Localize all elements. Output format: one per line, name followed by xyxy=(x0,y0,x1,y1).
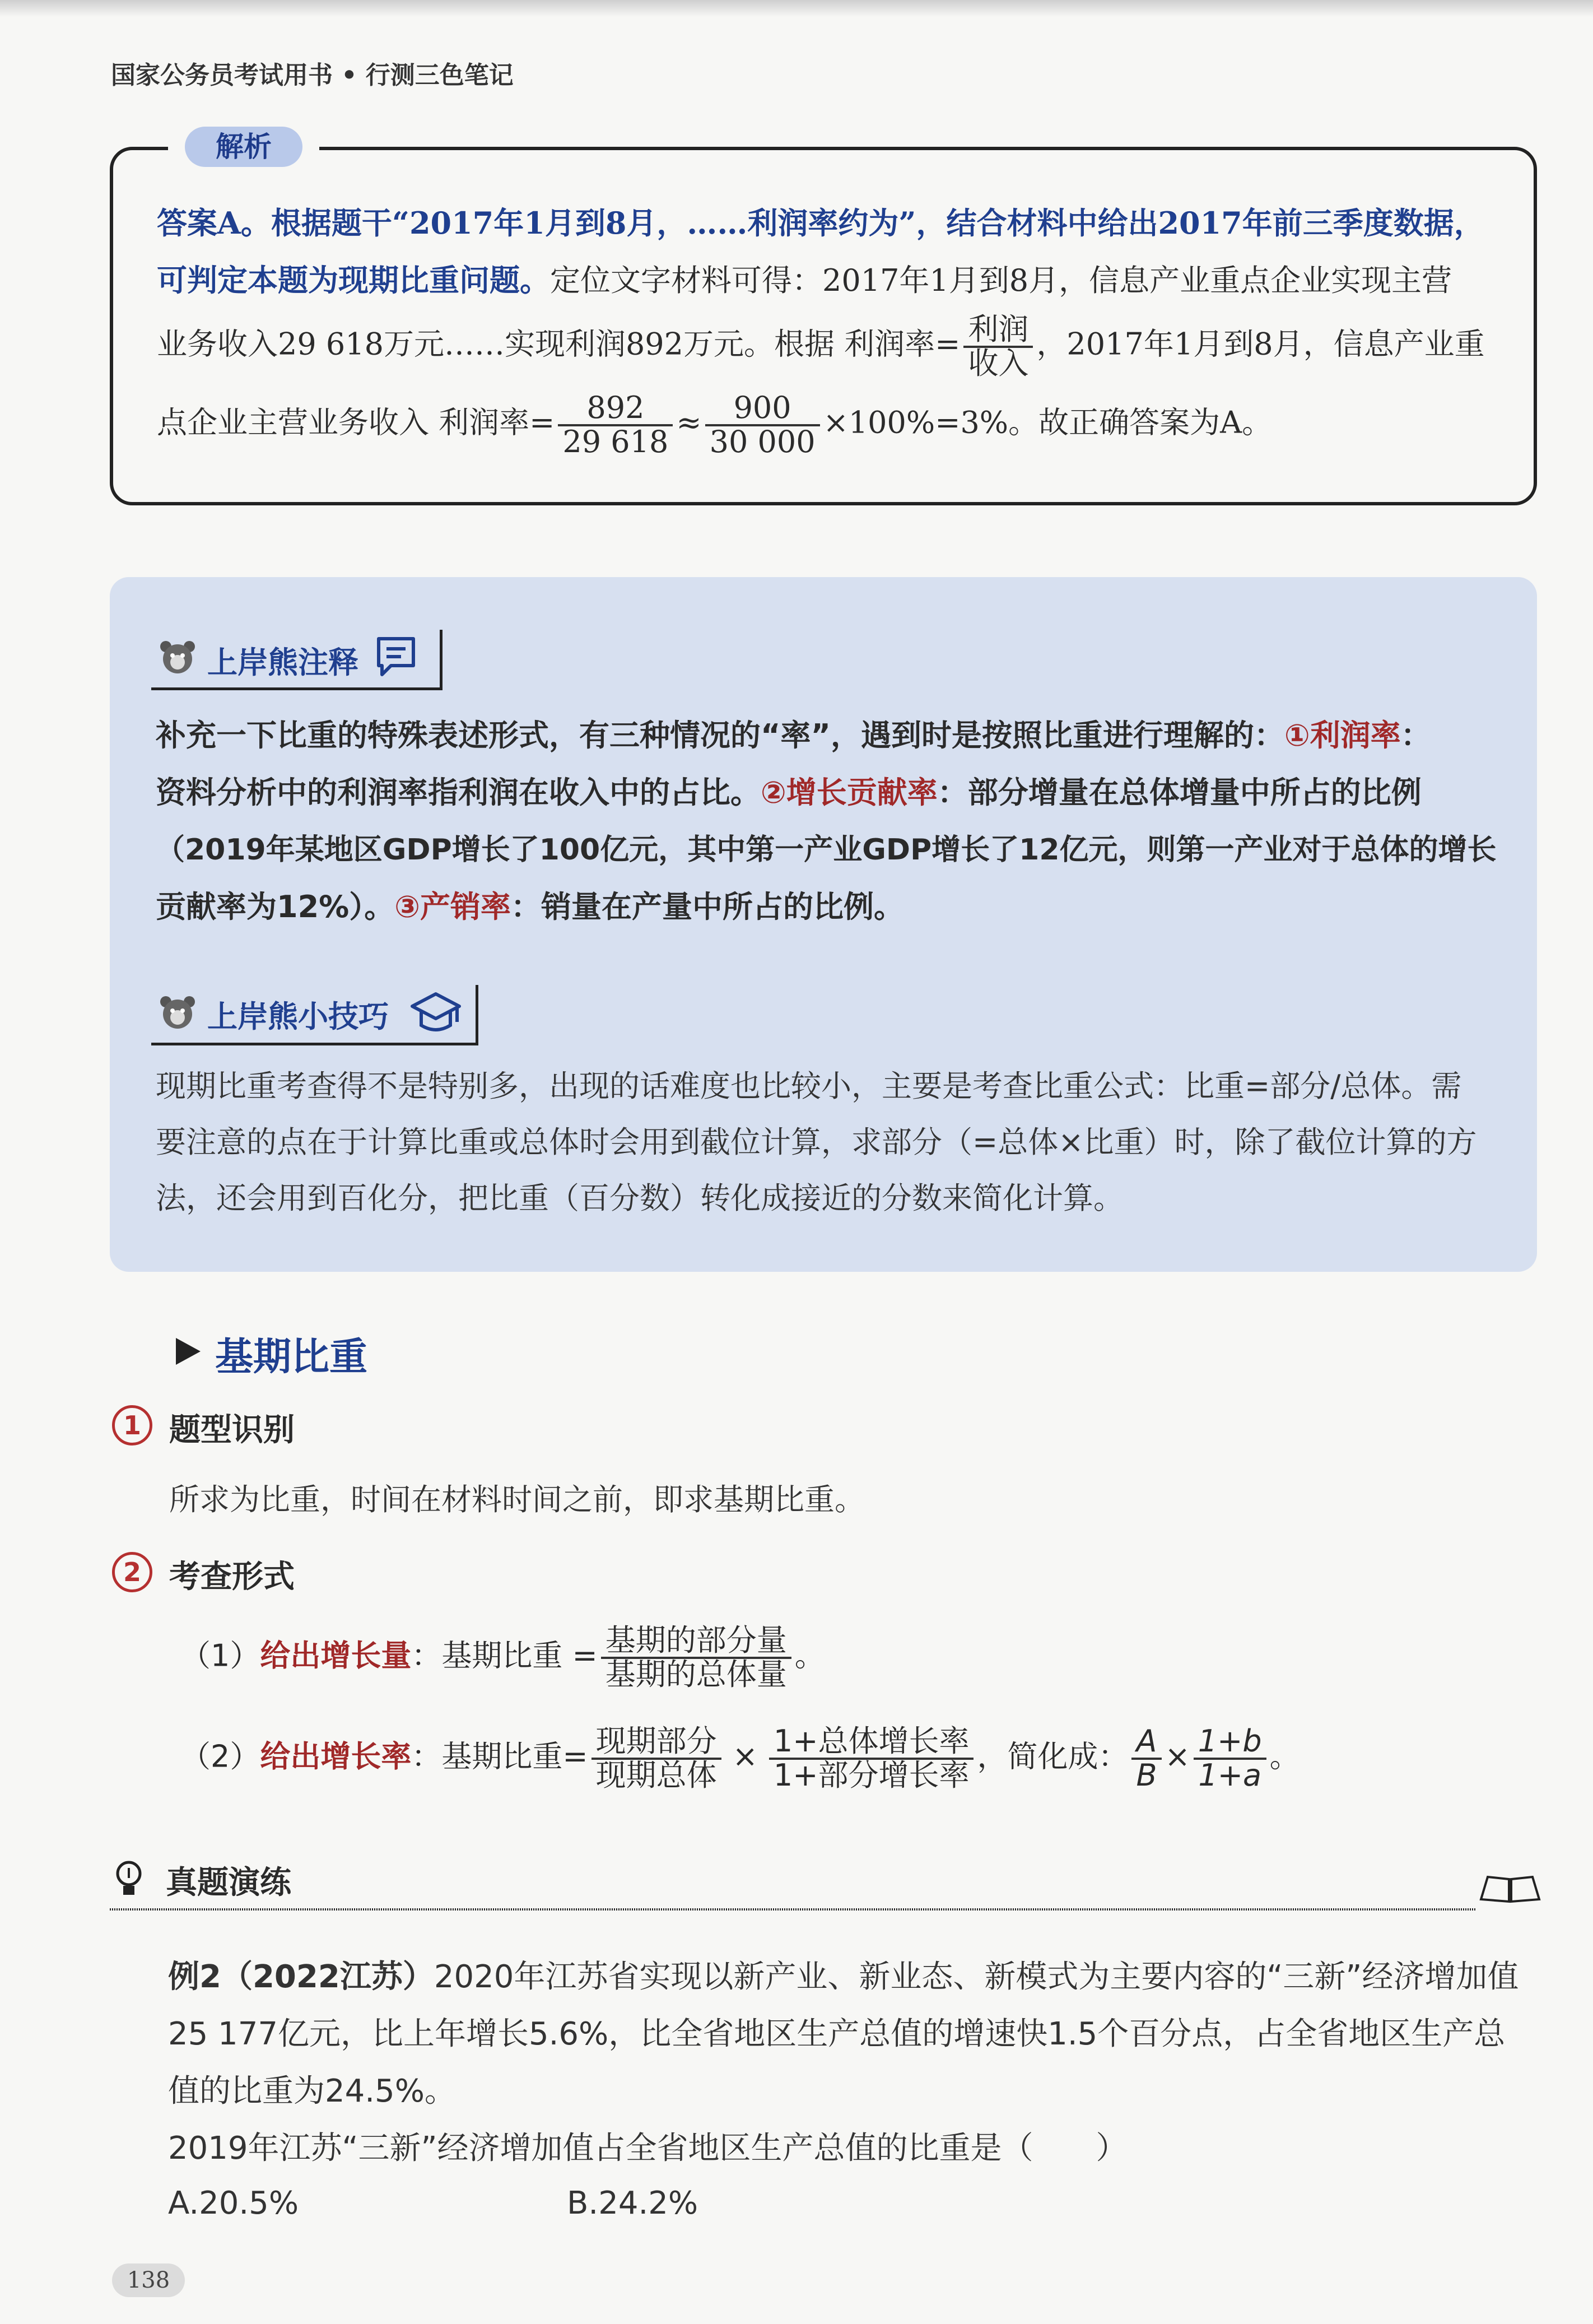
note-term-profit-rate: ①利润率 xyxy=(1284,718,1401,753)
formula-1-condition: 给出增长量 xyxy=(260,1638,412,1674)
circled-number-2: 2 xyxy=(112,1552,152,1592)
note-line-1-a: 补充一下比重的特殊表述形式，有三种情况的“率”，遇到时是按照比重进行理解的： xyxy=(156,718,1284,753)
fraction-numerator: A xyxy=(1131,1726,1161,1760)
note-term-sales-rate: ③产销率 xyxy=(394,889,511,924)
note-line-4-b: ：销量在产量中所占的比例。 xyxy=(511,889,904,924)
comment-icon xyxy=(374,635,419,679)
fraction-denominator: 29 618 xyxy=(562,424,669,459)
fraction-denominator: 基期的总体量 xyxy=(605,1656,787,1692)
fraction-numerator: 基期的部分量 xyxy=(601,1625,791,1659)
formula-1-label: （1） xyxy=(180,1638,260,1674)
option-a: A.20.5% xyxy=(168,2185,299,2221)
open-book-icon xyxy=(1476,1871,1544,1905)
analysis-line-4-b: ×100%=3%。故正确答案为A。 xyxy=(823,405,1273,440)
example-label: 例2（2022江苏） xyxy=(168,1959,434,1995)
type-recognition-text: 所求为比重，时间在材料时间之前，即求基期比重。 xyxy=(169,1482,865,1517)
note-title: 上岸熊注释 xyxy=(207,645,358,680)
example-line-2: 25 177亿元，比上年增长5.6%，比全省地区生产总值的增速快1.5个百分点，占全省地区生产总 xyxy=(168,2016,1506,2052)
formula-2-lhs: ：基期比重= xyxy=(411,1739,588,1774)
fraction-numerator: 利润 xyxy=(963,314,1033,348)
circled-number-1: 1 xyxy=(112,1405,152,1445)
formula-2-simplify: ，简化成： xyxy=(977,1739,1129,1774)
note-line-2 xyxy=(156,769,1422,812)
section-title: 基期比重 xyxy=(215,1335,368,1379)
fraction-denominator: 30 000 xyxy=(709,424,816,459)
fraction-900 xyxy=(705,392,820,458)
profit-rate-fraction xyxy=(963,314,1033,379)
note-line-2-b: ：部分增量在总体增量中所占的比例 xyxy=(937,775,1422,810)
formula-1-end: 。 xyxy=(794,1638,825,1674)
fraction-denominator: 1+部分增长率 xyxy=(773,1757,970,1793)
fraction-numerator: 900 xyxy=(705,392,820,426)
page-number: 138 xyxy=(112,2263,185,2297)
formula-2-fraction-current xyxy=(591,1723,721,1793)
subheading-type-recognition: 题型识别 xyxy=(169,1412,295,1448)
formula-2-label: （2） xyxy=(180,1739,260,1774)
fraction-denominator: 1+a xyxy=(1198,1757,1262,1793)
bear-icon xyxy=(158,993,197,1032)
triangle-bullet-icon xyxy=(174,1336,203,1367)
fraction-numerator: 1+总体增长率 xyxy=(769,1726,974,1760)
running-header: 国家公务员考试用书 • 行测三色笔记 xyxy=(111,61,514,90)
formula-2-fraction-ba xyxy=(1194,1723,1266,1793)
analysis-line-2-rest: 定位文字材料可得：2017年1月到8月，信息产业重点企业实现主营 xyxy=(550,263,1452,298)
approx-sign: ≈ xyxy=(676,405,702,440)
practice-rule xyxy=(110,1893,1537,1912)
times-sign: × xyxy=(732,1739,758,1774)
formula-2-fraction-growth xyxy=(769,1723,974,1793)
fraction-numerator: 1+b xyxy=(1194,1726,1266,1760)
times-sign: × xyxy=(1165,1739,1190,1774)
example-question: 2019年江苏“三新”经济增加值占全省地区生产总值的比重是（ ） xyxy=(168,2130,1128,2167)
formula-2-fraction-ab xyxy=(1131,1723,1161,1793)
formula-2-condition: 给出增长率 xyxy=(260,1739,412,1774)
subheading-exam-form: 考查形式 xyxy=(169,1559,295,1595)
tip-line-1: 现期比重考查得不是特别多，出现的话难度也比较小，主要是考查比重公式：比重=部分/总体。需 xyxy=(156,1068,1462,1104)
note-line-1-b: ： xyxy=(1400,718,1431,753)
example-line-1-text: 2020年江苏省实现以新产业、新业态、新模式为主要内容的“三新”经济增加值 xyxy=(434,1959,1519,1995)
fraction-denominator: 收入 xyxy=(968,345,1029,381)
note-line-2-a: 资料分析中的利润率指利润在收入中的占比。 xyxy=(156,775,761,810)
analysis-line-3 xyxy=(157,314,1485,379)
analysis-line-3-b: ，2017年1月到8月，信息产业重 xyxy=(1036,326,1485,362)
analysis-line-2-bold: 可判定本题为现期比重问题。 xyxy=(157,262,550,298)
analysis-line-3-a: 业务收入29 618万元……实现利润892万元。根据 利润率= xyxy=(157,326,961,362)
analysis-tag: 解析 xyxy=(185,127,302,167)
note-line-3: （2019年某地区GDP增长了100亿元，其中第一产业GDP增长了12亿元，则第一产业对于总体的增长 xyxy=(156,833,1497,867)
tip-line-2: 要注意的点在于计算比重或总体时会用到截位计算，求部分（=总体×比重）时，除了截位计算的方 xyxy=(156,1124,1477,1160)
example-line-3: 值的比重为24.5%。 xyxy=(168,2073,456,2109)
analysis-line-4 xyxy=(157,392,1272,458)
fraction-denominator: 现期总体 xyxy=(595,1757,717,1793)
analysis-line-4-a: 点企业主营业务收入 利润率= xyxy=(157,405,555,440)
page-top-edge xyxy=(0,0,1593,17)
analysis-line-2 xyxy=(157,257,1452,300)
graduation-cap-icon xyxy=(409,989,463,1036)
tip-title: 上岸熊小技巧 xyxy=(207,999,389,1034)
fraction-numerator: 892 xyxy=(558,392,673,426)
fraction-denominator: B xyxy=(1136,1757,1157,1793)
fraction-numerator: 现期部分 xyxy=(591,1726,721,1760)
fraction-892 xyxy=(558,392,673,458)
formula-2-end: 。 xyxy=(1269,1739,1300,1774)
example-line-1 xyxy=(168,1952,1519,1997)
note-line-4-a: 贡献率为12%）。 xyxy=(156,889,395,924)
tip-line-3: 法，还会用到百化分，把比重（百分数）转化成接近的分数来简化计算。 xyxy=(156,1180,1124,1216)
formula-2 xyxy=(180,1723,1300,1793)
note-line-4 xyxy=(156,883,904,926)
note-term-contribution-rate: ②增长贡献率 xyxy=(761,775,938,810)
option-b: B.24.2% xyxy=(567,2185,698,2221)
bear-icon xyxy=(158,638,197,677)
note-line-1 xyxy=(156,712,1431,755)
practice-title: 真题演练 xyxy=(166,1865,291,1901)
formula-1-lhs: ：基期比重 = xyxy=(411,1638,598,1674)
analysis-line-1: 答案A。根据题干“2017年1月到8月，……利润率约为”，结合材料中给出2017年前三季度数据， xyxy=(157,205,1484,241)
formula-1-fraction xyxy=(601,1625,791,1690)
formula-1 xyxy=(180,1625,825,1690)
